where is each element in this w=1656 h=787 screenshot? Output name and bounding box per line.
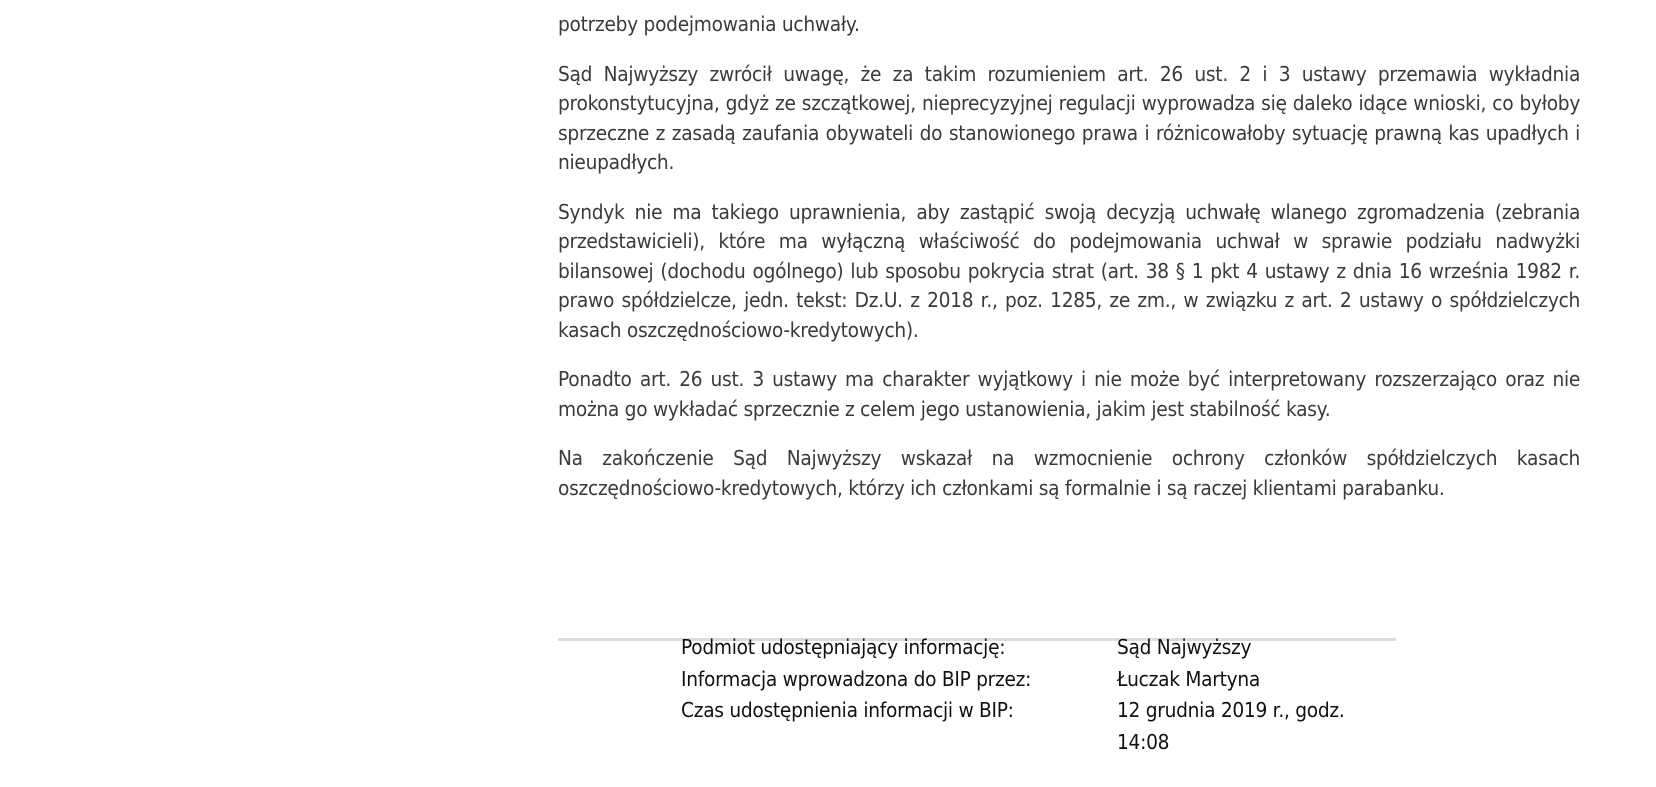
article-paragraph: Syndyk nie ma takiego uprawnienia, aby zastąpić swoją decyzją uchwałę wlanego zgromadzenia (zebrania przedstawicieli), które ma wyłączną właściwość do podejmowania uchwał w sprawie podziału nadwyżki bilansowej (dochodu ogólnego) lub sposobu pokrycia strat (art. 38 § 1 pkt 4 ustawy z dnia 16 września 1982 r. prawo spółdzielcze, jedn. tekst: Dz.U. z 2018 r., poz. 1285, ze zm., w związku z art. 2 ustawy o spółdzielczych kasach oszczędnościowo-kredytowych).: [558, 199, 1581, 342]
metadata-label: Czas udostępnienia informacji w BIP:: [681, 698, 1014, 722]
metadata-value: 12 grudnia 2019 r., godz. 14:08: [1117, 698, 1345, 754]
metadata-row-publisher: [681, 632, 1397, 664]
publication-metadata: [681, 632, 1397, 758]
article-paragraph: Na zakończenie Sąd Najwyższy wskazał na wzmocnienie ochrony członków spółdzielczych kasach oszczędnościowo-kredytowych, którzy ich członkami są formalnie i są raczej klientami parabanku.: [558, 446, 1581, 500]
metadata-row-entered-by: [681, 664, 1397, 696]
article-paragraph: Ponadto art. 26 ust. 3 ustawy ma charakter wyjątkowy i nie może być interpretowany rozszerzająco oraz nie można go wykładać sprzecznie z celem jego ustanowienia, jakim jest stabilność kasy.: [558, 367, 1581, 421]
metadata-value: Łuczak Martyna: [1117, 666, 1260, 691]
article-body: [558, 10, 1580, 523]
metadata-row-published-time: [681, 695, 1397, 758]
metadata-label: Informacja wprowadzona do BIP przez:: [681, 666, 1032, 691]
metadata-value: Sąd Najwyższy: [1117, 635, 1252, 659]
article-paragraph: Sąd Najwyższy zwrócił uwagę, że za takim rozumieniem art. 26 ust. 2 i 3 ustawy przemawia wykładnia prokonstytucyjna, gdyż ze szczątkowej, nieprecyzyjnej regulacji wyprowadza się daleko idące wnioski, co byłoby sprzeczne z zasadą zaufania obywateli do stanowionego prawa i różnicowałoby sytuację prawną kas upadłych i nieupadłych.: [558, 61, 1581, 174]
article-paragraph: potrzeby podejmowania uchwały.: [558, 12, 860, 36]
metadata-label: Podmiot udostępniający informację:: [681, 635, 1006, 659]
